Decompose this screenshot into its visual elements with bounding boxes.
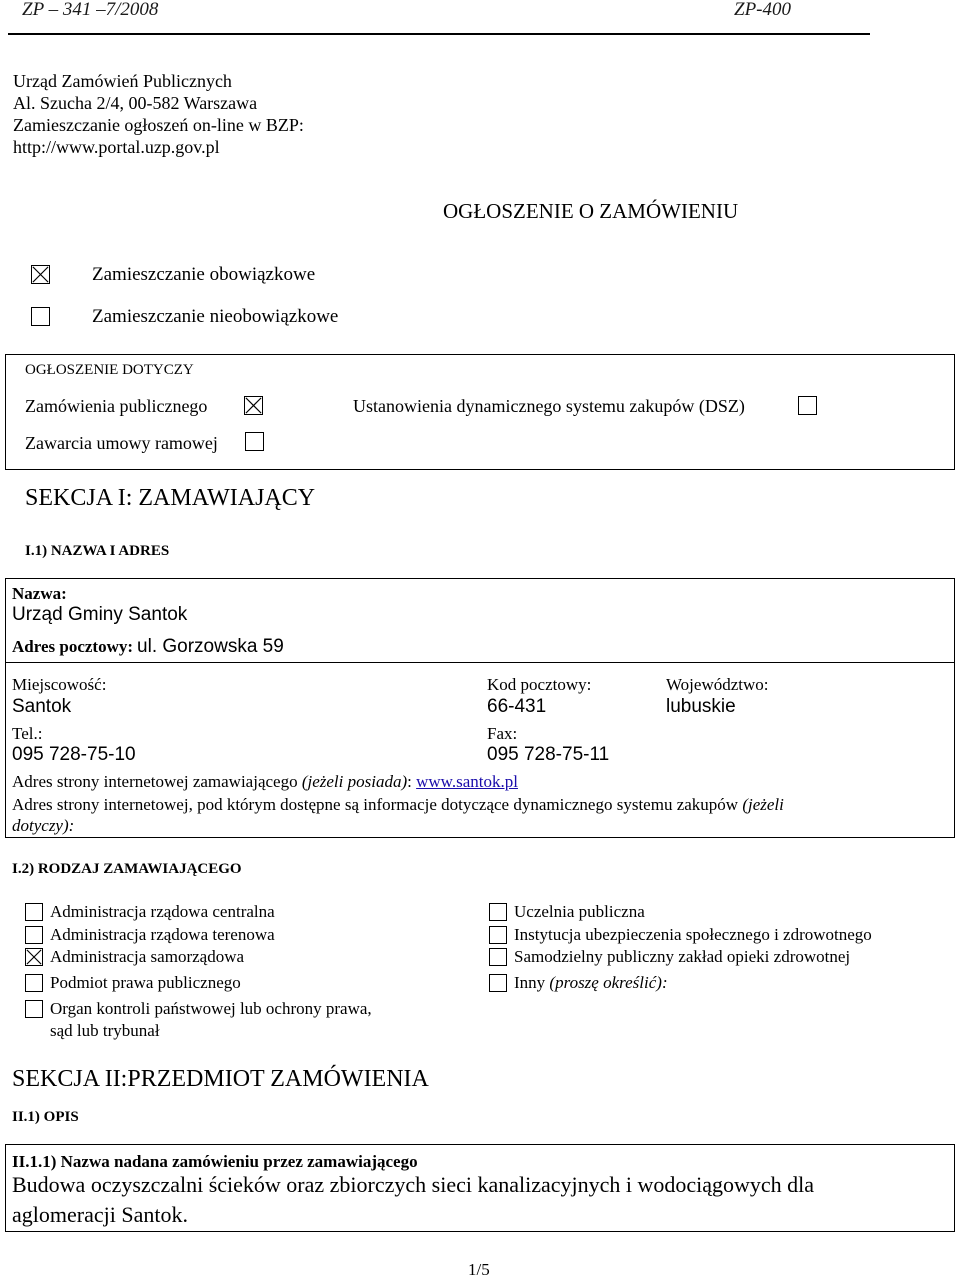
issuer-line-3: Zamieszczanie ogłoszeń on-line w BZP: [13, 115, 304, 135]
type-local-gov-checkbox[interactable] [25, 948, 43, 966]
dsz-address-note: (jeżeli [742, 795, 784, 814]
type-central-gov-label: Administracja rządowa centralna [50, 902, 275, 921]
fax-value: 095 728-75-11 [487, 744, 610, 765]
tel-label: Tel.: [12, 724, 43, 743]
header-rule [8, 33, 870, 35]
cross-mark-icon [245, 397, 262, 414]
type-central-gov-checkbox[interactable] [25, 903, 43, 921]
name-label: Nazwa: [12, 584, 67, 603]
type-insurance-checkbox[interactable] [489, 926, 507, 944]
address-value: ul. Gorzowska 59 [137, 636, 284, 657]
type-other-label [514, 973, 668, 993]
cross-mark-icon [26, 949, 42, 965]
type-public-law-label: Podmiot prawa publicznego [50, 973, 241, 992]
type-local-gov-label: Administracja samorządowa [50, 947, 245, 966]
type-other-text: Inny [514, 973, 550, 992]
website-colon: : [407, 772, 417, 791]
website-link[interactable]: www.santok.pl [416, 772, 518, 791]
section-1-title: SEKCJA I: ZAMAWIAJĄCY [25, 485, 316, 511]
order-name-line-2: aglomeracji Santok. [12, 1202, 188, 1227]
type-healthcare-label: Samodzielny publiczny zakład opieki zdrowotnej [514, 947, 851, 966]
dsz-address-line-1 [12, 795, 784, 815]
dsz-address-line-2: dotyczy): [12, 816, 75, 835]
posting-mandatory-checkbox[interactable] [31, 265, 50, 284]
page-number: 1/5 [468, 1260, 490, 1279]
website-label: Adres strony internetowej zamawiającego [12, 772, 302, 791]
city-value: Santok [12, 696, 72, 717]
type-other-note: (proszę określić): [549, 973, 668, 992]
city-label: Miejscowość: [12, 675, 107, 694]
type-regional-gov-checkbox[interactable] [25, 926, 43, 944]
framework-label: Zawarcia umowy ramowej [25, 433, 218, 453]
section-2-title: SEKCJA II:PRZEDMIOT ZAMÓWIENIA [12, 1066, 429, 1092]
posting-optional-label: Zamieszczanie nieobowiązkowe [92, 306, 339, 327]
type-public-law-checkbox[interactable] [25, 974, 43, 992]
type-university-checkbox[interactable] [489, 903, 507, 921]
type-insurance-label: Instytucja ubezpieczenia społecznego i zdrowotnego [514, 925, 872, 944]
public-order-label: Zamówienia publicznego [25, 396, 208, 416]
framework-checkbox[interactable] [245, 432, 264, 451]
section-2-1-heading: II.1) OPIS [12, 1109, 79, 1125]
website-line [12, 772, 518, 792]
document-title: OGŁOSZENIE O ZAMÓWIENIU [443, 199, 739, 223]
type-control-organ-label: Organ kontroli państwowej lub ochrony prawa, [50, 999, 372, 1018]
issuer-url: http://www.portal.uzp.gov.pl [13, 137, 220, 157]
type-control-organ-checkbox[interactable] [25, 1000, 43, 1018]
type-healthcare-checkbox[interactable] [489, 948, 507, 966]
header-right: ZP-400 [734, 0, 791, 20]
issuer-line-2: Al. Szucha 2/4, 00-582 Warszawa [13, 93, 258, 113]
postal-value: 66-431 [487, 696, 547, 717]
dsz-label: Ustanowienia dynamicznego systemu zakupów (DSZ) [353, 396, 745, 416]
voivodeship-value: lubuskie [666, 696, 736, 717]
dsz-address-label: Adres strony internetowej, pod którym dostępne są informacje dotyczące dynamicznego systemu zakupów [12, 795, 743, 814]
name-value: Urząd Gminy Santok [12, 604, 188, 625]
website-note: (jeżeli posiada) [301, 772, 408, 791]
postal-label: Kod pocztowy: [487, 675, 592, 694]
tel-value: 095 728-75-10 [12, 744, 136, 765]
type-control-organ-label-2: sąd lub trybunał [50, 1021, 160, 1040]
concerns-heading: OGŁOSZENIE DOTYCZY [25, 362, 194, 378]
public-order-checkbox[interactable] [244, 396, 263, 415]
cross-mark-icon [32, 266, 49, 283]
voivodeship-label: Województwo: [666, 675, 769, 694]
dsz-checkbox[interactable] [798, 396, 817, 415]
address-label: Adres pocztowy: [12, 637, 134, 656]
section-1-2-heading: I.2) RODZAJ ZAMAWIAJĄCEGO [12, 861, 242, 877]
type-university-label: Uczelnia publiczna [514, 902, 645, 921]
order-name-line-1: Budowa oczyszczalni ścieków oraz zbiorczych sieci kanalizacyjnych i wodociągowych dla [12, 1172, 815, 1197]
name-address-divider [5, 662, 955, 663]
issuer-line-1: Urząd Zamówień Publicznych [13, 71, 232, 91]
fax-label: Fax: [487, 724, 518, 743]
section-2-1-1-heading: II.1.1) Nazwa nadana zamówieniu przez zamawiającego [12, 1152, 418, 1171]
type-regional-gov-label: Administracja rządowa terenowa [50, 925, 275, 944]
type-other-checkbox[interactable] [489, 974, 507, 992]
section-1-1-heading: I.1) NAZWA I ADRES [25, 543, 170, 559]
header-left: ZP – 341 –7/2008 [22, 0, 159, 20]
posting-mandatory-label: Zamieszczanie obowiązkowe [92, 264, 316, 285]
posting-optional-checkbox[interactable] [31, 307, 50, 326]
